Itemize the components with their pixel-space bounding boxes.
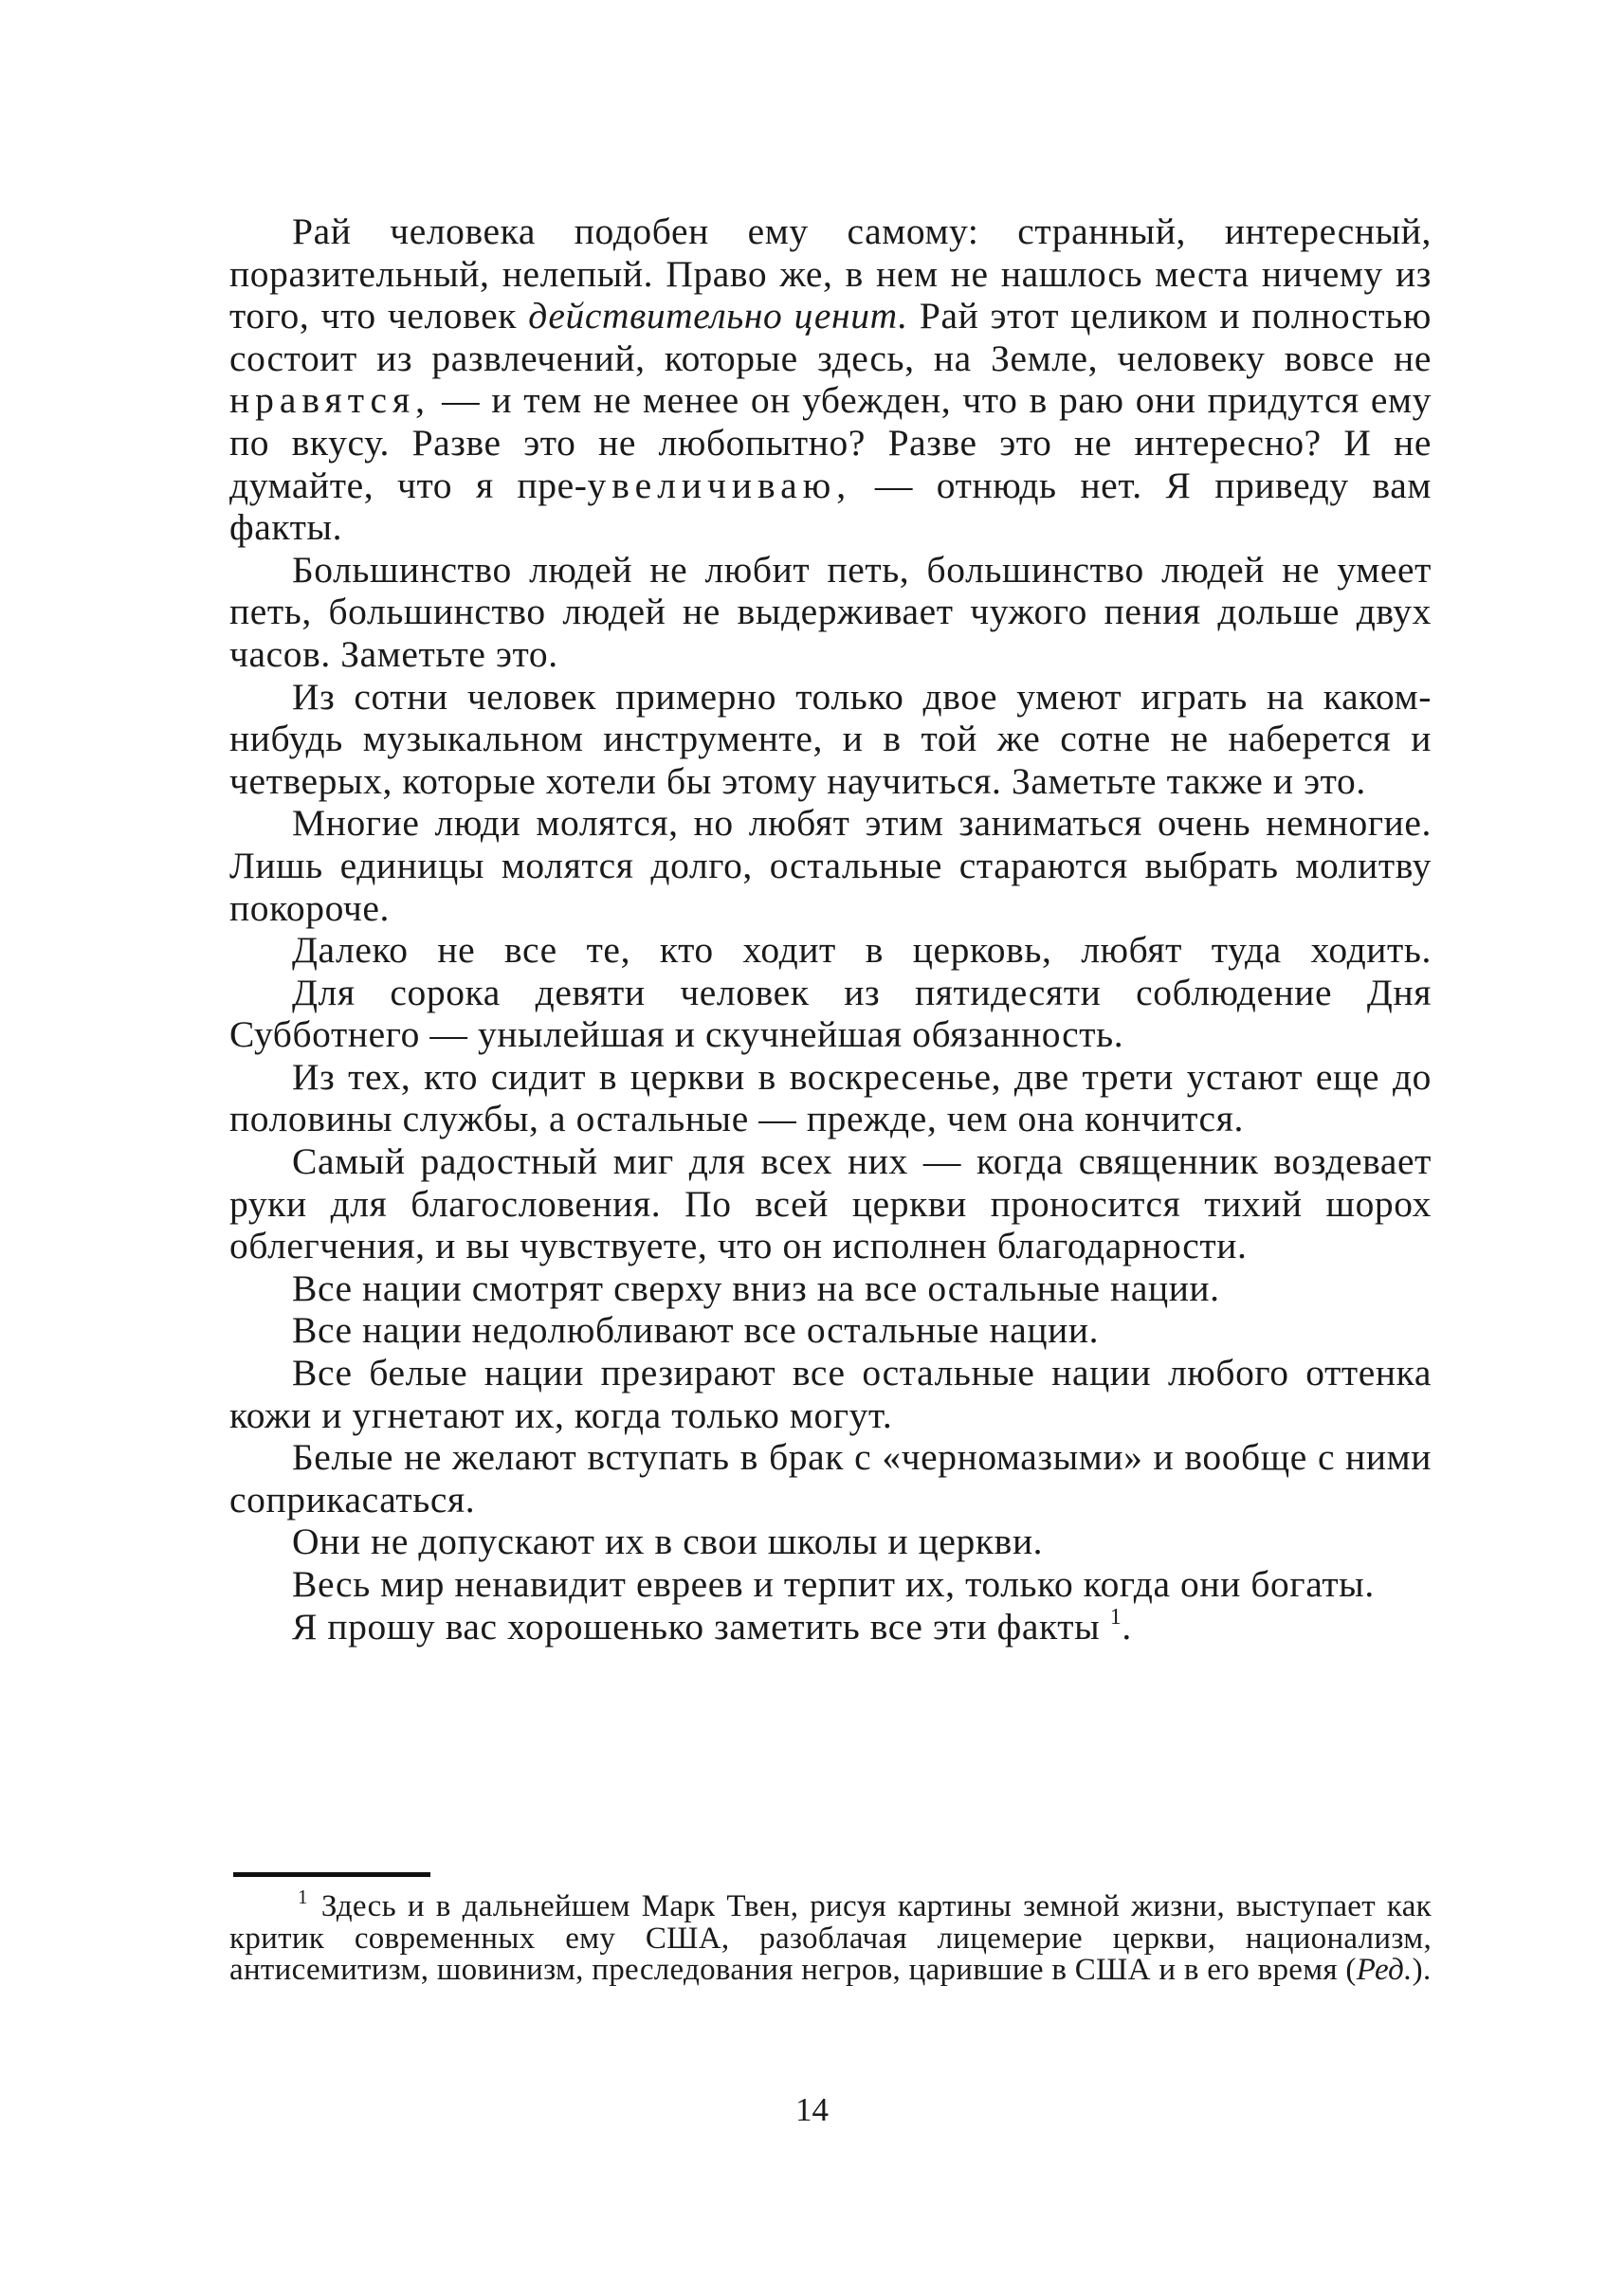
paragraph-11: Все белые нации презирают все остальные нации любого оттенка кожи и угнетают их, когда только могут.	[229, 1352, 1432, 1436]
footnote	[229, 1885, 1432, 1987]
paragraph-1-text-a: Рай человека подобен ему самому: странный, интересный, поразительный, нелепый. Право же, в нем не нашлось места ничему из того, что человек	[229, 210, 1432, 337]
paragraph-7: Из тех, кто сидит в церкви в воскресенье, две трети устают еще до половины службы, а остальные — прежде, чем она кончится.	[229, 1055, 1432, 1140]
main-text	[229, 210, 1432, 1648]
paragraph-4: Многие люди молятся, но любят этим заниматься очень немногие. Лишь единицы молятся долго, остальные стараются выбрать молитву покороче.	[229, 802, 1432, 929]
paragraph-1-text-b: Рай этот целиком и полностью состоит из развлечений, которые здесь, на Земле, человеку вовсе не	[229, 295, 1432, 379]
paragraph-8: Самый радостный миг для всех них — когда священник воздевает руки для благословения. По всей церкви проносится тихий шорох облегчения, и вы чувствуете, что он исполнен благодарности.	[229, 1140, 1432, 1267]
paragraph-15	[229, 1606, 1432, 1648]
paragraph-6: Для сорока девяти человек из пятидесяти соблюдение Дня Субботнего — унылейшая и скучнейшая обязанность.	[229, 971, 1432, 1056]
page-number: 14	[795, 2091, 829, 2128]
paragraph-9: Все нации смотрят сверху вниз на все остальные нации.	[292, 1266, 1220, 1309]
paragraph-1-spaced-word-2: увеличиваю,	[587, 464, 852, 506]
footnote-divider	[233, 1872, 430, 1877]
footnote-reference-marker: 1	[1109, 1604, 1122, 1630]
footnote-emphasis: Ред.	[1356, 1953, 1413, 1987]
paragraph-15-end: .	[1122, 1605, 1132, 1648]
paragraph-2: Большинство людей не любит петь, большинство людей не умеет петь, большинство людей не выдерживает чужого пения дольше двух часов. Заметьте это.	[229, 548, 1432, 675]
paragraph-12: Белые не желают вступать в брак с «черномазыми» и вообще с ними соприкасаться.	[229, 1436, 1432, 1521]
paragraph-13: Они не допускают их в свои школы и церкви.	[292, 1521, 1044, 1563]
paragraph-5: Далеко не все те, кто ходит в церковь, любят туда ходить.	[292, 929, 1432, 972]
paragraph-1-text-d: — отнюдь нет. Я приведу вам факты.	[229, 464, 1432, 549]
paragraph-1-text-c: — и тем не менее он убежден, что в раю они придутся ему по вкусу. Разве это не любопытно? Разве это не интересно? И не думайте, что я пре-	[229, 379, 1432, 506]
paragraph-1	[229, 210, 1432, 549]
paragraph-10: Все нации недолюбливают все остальные нации.	[292, 1309, 1100, 1352]
footnote-text: Здесь и в дальнейшем Марк Твен, рисуя картины земной жизни, выступает как критик современных ему США, разоблачая лицемерие церкви, национализм, антисемитизм, шовинизм, преследования негров, царившие в США и в его время (	[229, 1889, 1432, 1987]
paragraph-3: Из сотни человек примерно только двое умеют играть на каком-нибудь музыкальном инструменте, и в той же сотне не наберется и четверых, которые хотели бы этому научиться. Заметьте также и это.	[229, 675, 1432, 802]
paragraph-14: Весь мир ненавидит евреев и терпит их, только когда они богаты.	[292, 1563, 1375, 1605]
paragraph-1-spaced-word-1: нравятся,	[229, 379, 431, 422]
paragraph-15-text: Я прошу вас хорошенько заметить все эти факты	[292, 1605, 1110, 1648]
footnote-end: ).	[1412, 1953, 1432, 1987]
footnote-marker: 1	[298, 1885, 308, 1908]
paragraph-1-emphasis: действительно ценит.	[528, 295, 908, 337]
